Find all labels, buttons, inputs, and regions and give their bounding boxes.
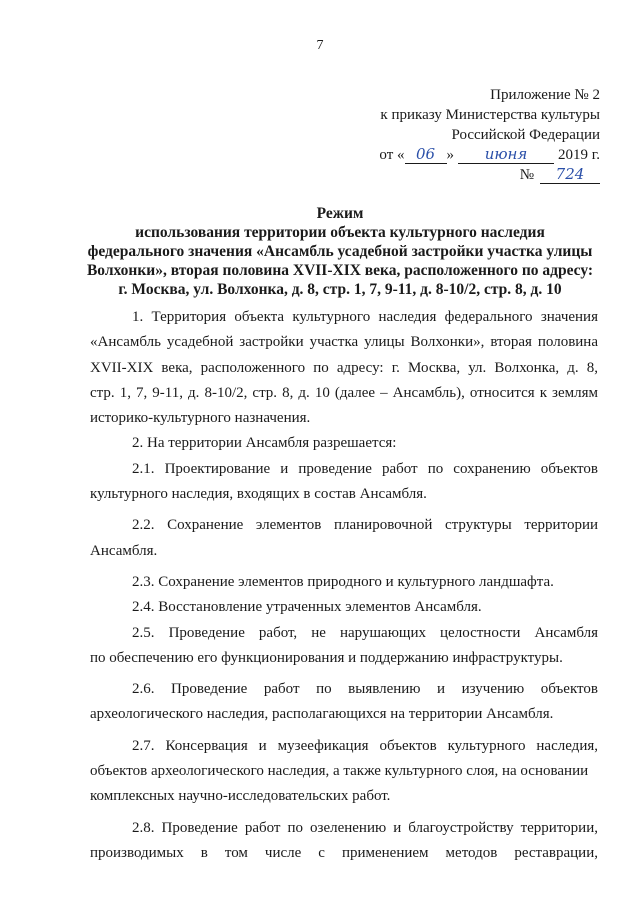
body-line: XVII-XIX века, расположенного по адресу: г. Москва, ул. Волхонка, д. 8, [90, 359, 598, 376]
page-number: 7 [316, 38, 324, 53]
date-mid: » [446, 147, 455, 163]
date-year: 2019 г. [558, 147, 600, 163]
title-line-1: Режим [316, 205, 364, 222]
title-line-2: использования территории объекта культурного наследия [135, 224, 545, 241]
body-line: 1. Территория объекта культурного наследия федерального значения [132, 309, 598, 325]
number-label: № [519, 167, 534, 183]
body-line: археологического наследия, располагающихся на территории Ансамбля. [90, 706, 554, 723]
date-prefix: от « [379, 147, 405, 163]
body-line: культурного наследия, входящих в состав Ансамбля. [90, 486, 427, 503]
body-line: 2.7. Консервация и музеефикация объектов культурного наследия, [132, 737, 598, 754]
body-line: 2.1. Проектирование и проведение работ по сохранению объектов [132, 460, 598, 477]
appendix-block [379, 85, 600, 185]
appendix-line-3: Российской Федерации [451, 127, 600, 143]
body-line: 2.3. Сохранение элементов природного и культурного ландшафта. [132, 573, 554, 590]
document-title [60, 204, 620, 299]
body-line: 2.2. Сохранение элементов планировочной структуры территории [132, 517, 598, 534]
body-line: объектов археологического наследия, а также культурного слоя, на основании [90, 763, 589, 780]
handwritten-month: июня [458, 146, 554, 164]
title-line-4: Волхонки», вторая половина XVII-XIX века, расположенного по адресу: [86, 262, 594, 279]
title-line-3: федерального значения «Ансамбль усадебной застройки участка улицы [87, 243, 593, 260]
appendix-number-line [379, 165, 600, 185]
body-line: 2.6. Проведение работ по выявлению и изучению объектов [132, 681, 598, 698]
handwritten-day: 06 [405, 146, 447, 164]
appendix-line-2: к приказу Министерства культуры [380, 107, 600, 123]
body-line: производимых в том числе с применением методов реставрации, [90, 844, 598, 861]
body-line: комплексных научно-исследовательских работ. [90, 788, 391, 805]
body-line: 2.5. Проведение работ, не нарушающих целостности Ансамбля [132, 624, 598, 641]
body-line: историко-культурного назначения. [90, 410, 311, 427]
body-line: стр. 1, 7, 9-11, д. 8-10/2, стр. 8, д. 10 (далее – Ансамбль), относится к землям [90, 384, 598, 401]
body-line: Ансамбля. [90, 542, 158, 559]
appendix-line-1: Приложение № 2 [490, 87, 600, 103]
body-line: 2.4. Восстановление утраченных элементов Ансамбля. [132, 599, 482, 616]
appendix-date-line [379, 145, 600, 165]
document-body [90, 305, 598, 866]
body-line: по обеспечению его функционирования и поддержанию инфраструктуры. [90, 649, 563, 666]
body-line: «Ансамбль усадебной застройки участка улицы Волхонки», вторая половина [90, 334, 598, 351]
body-line: 2.8. Проведение работ по озеленению и благоустройству территории, [132, 819, 598, 836]
body-line: 2. На территории Ансамбля разрешается: [132, 435, 397, 452]
handwritten-number: 724 [540, 166, 600, 184]
title-line-5: г. Москва, ул. Волхонка, д. 8, стр. 1, 7, 9-11, д. 8-10/2, стр. 8, д. 10 [118, 281, 562, 298]
